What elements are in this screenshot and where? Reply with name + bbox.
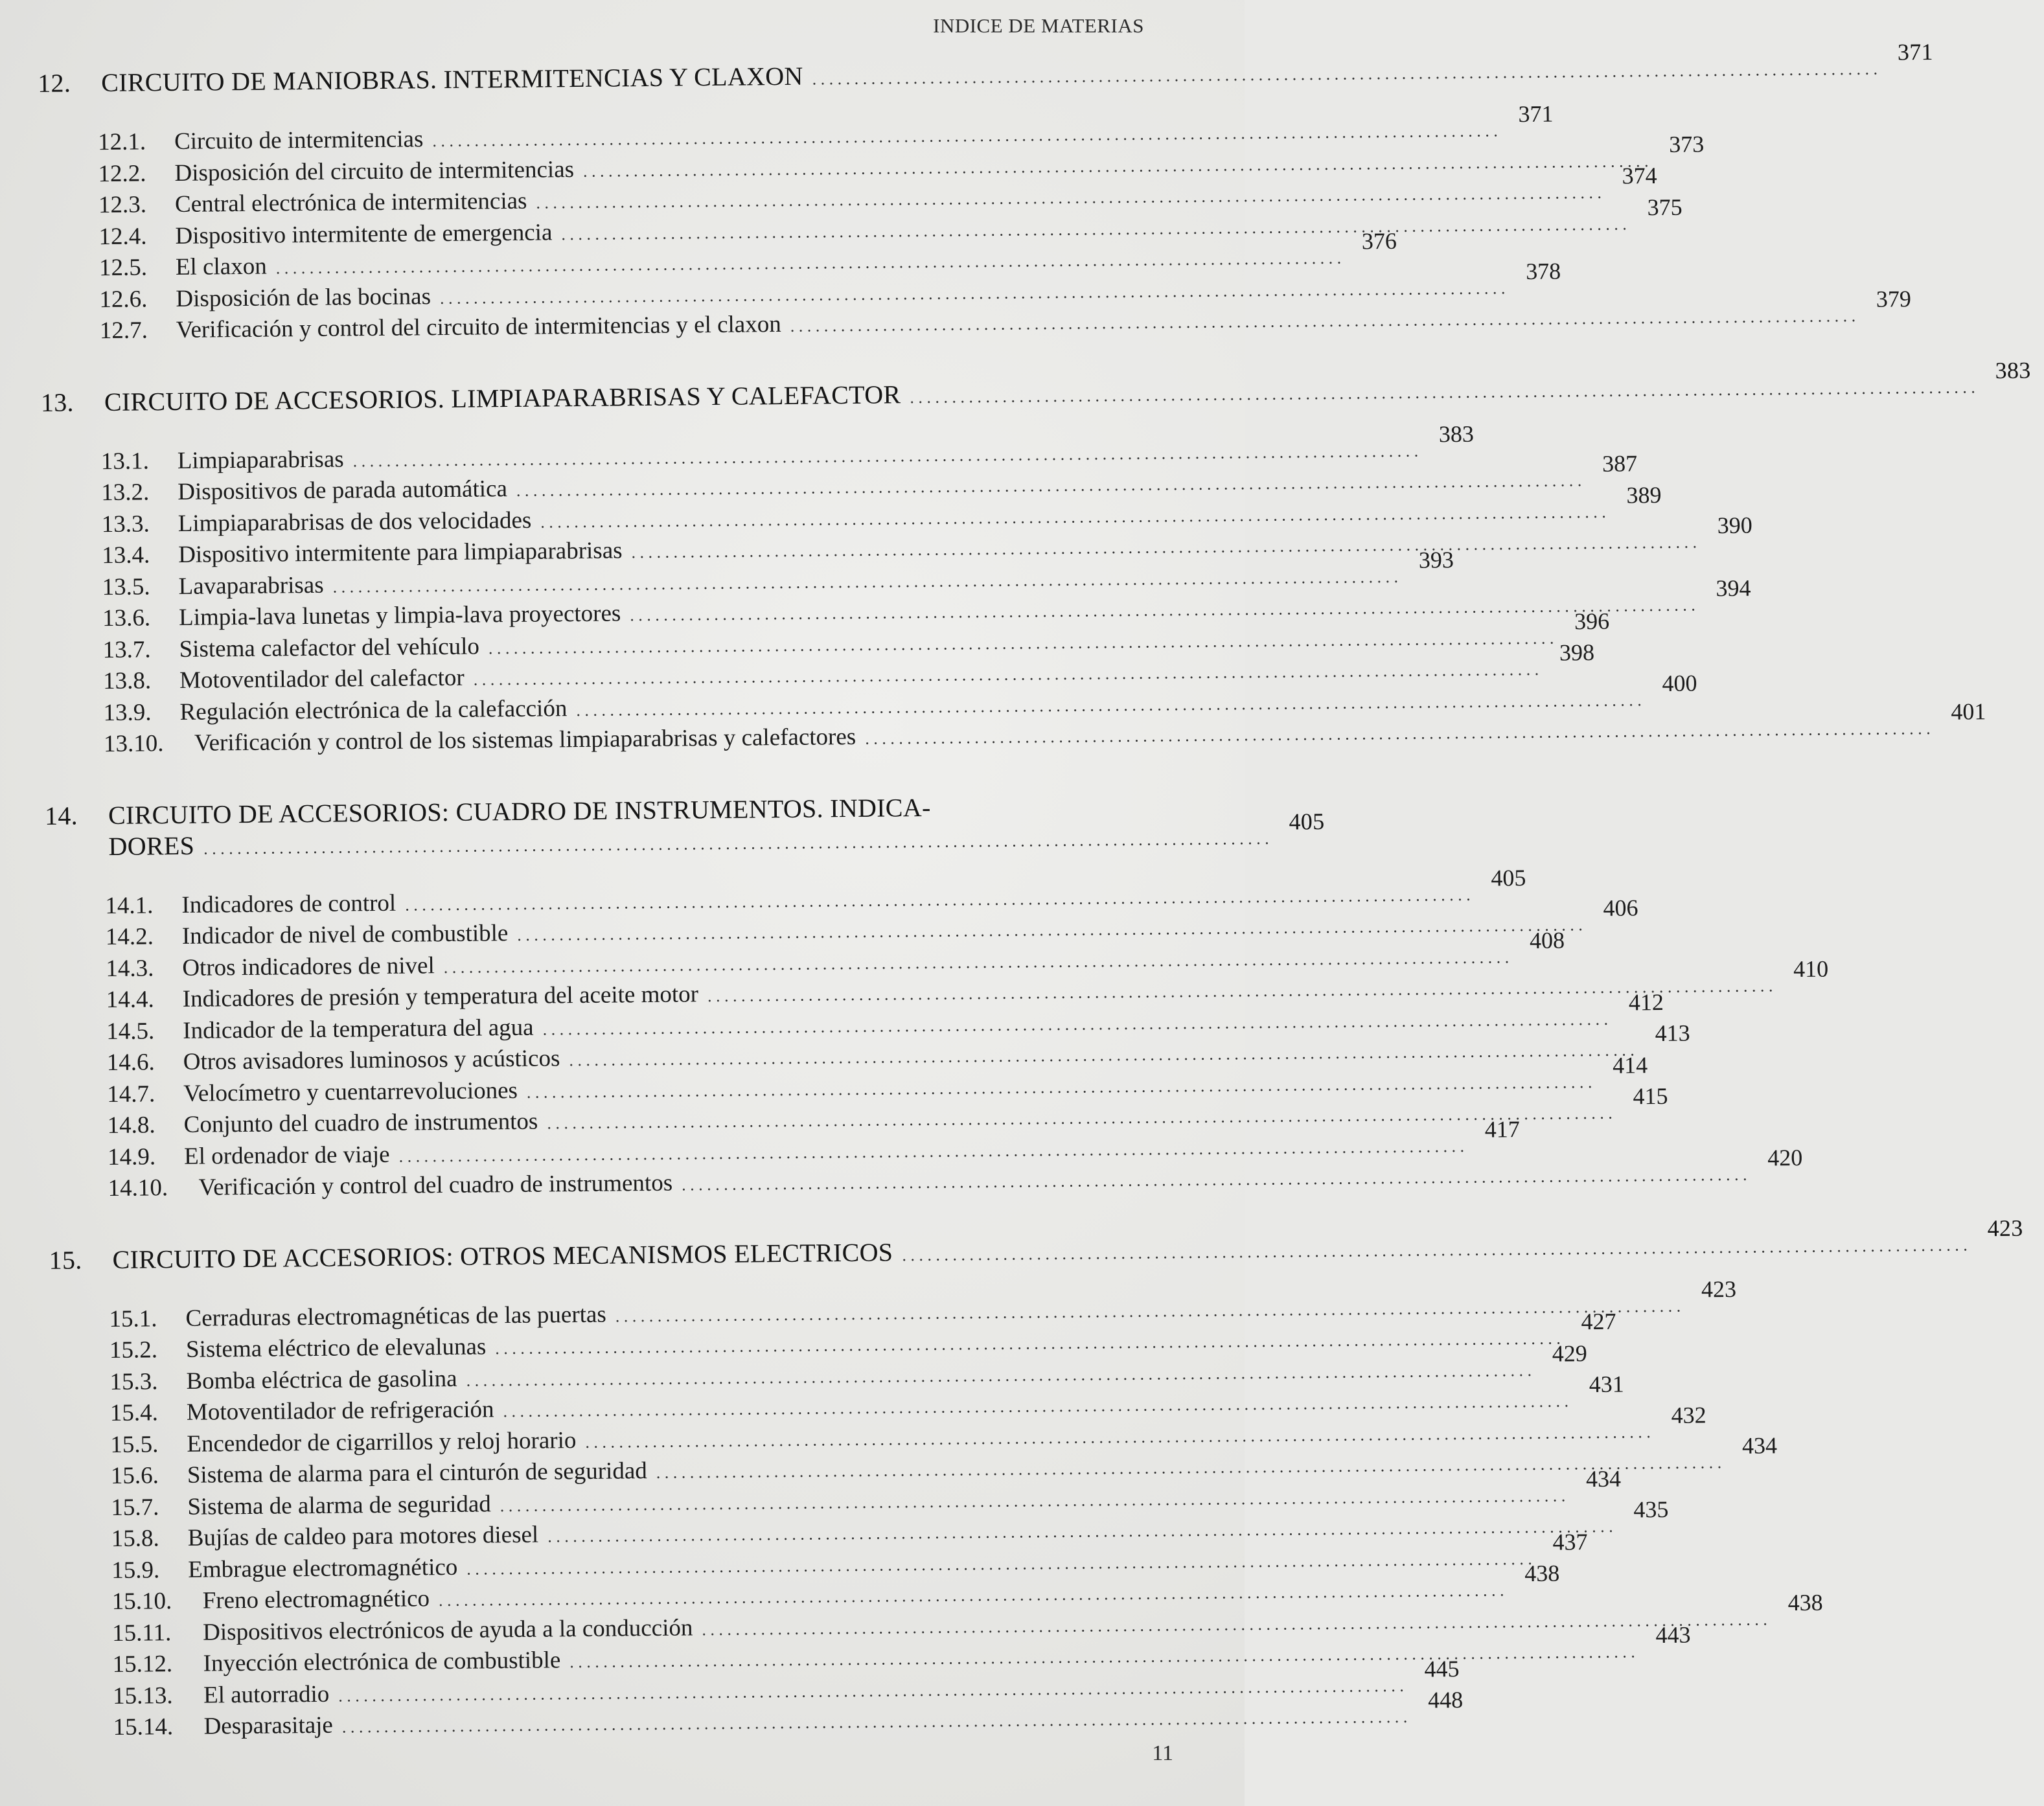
entry-number: 14.10. <box>108 1174 168 1202</box>
entry-page: 393 <box>1418 546 1454 573</box>
entry-page: 387 <box>1602 450 1638 477</box>
entry-page: 394 <box>1716 575 1751 602</box>
entry-title: Disposición del circuito de intermitencias <box>174 155 575 187</box>
chapter-page: 405 <box>1289 808 1325 835</box>
entry-title: Sistema de alarma para el cinturón de seguridad <box>187 1457 647 1489</box>
entry-page: 427 <box>1581 1308 1616 1335</box>
entry-title: El ordenador de viaje <box>183 1141 390 1170</box>
chapter-number: 14. <box>44 800 78 830</box>
chapter-number: 15. <box>49 1244 82 1275</box>
section-list <box>45 864 1829 1206</box>
entry-number: 15.12. <box>112 1651 173 1678</box>
page-number: 11 <box>1152 1741 1173 1765</box>
entry-title: Motoventilador de refrigeración <box>186 1396 494 1426</box>
entry-title: Dispositivo intermitente de emergencia <box>175 218 553 249</box>
entry-page: 408 <box>1529 926 1565 954</box>
entry-number: 14.1. <box>105 891 154 919</box>
entry-page: 443 <box>1655 1621 1691 1649</box>
entry-page: 432 <box>1671 1401 1706 1428</box>
entry-number: 14.7. <box>107 1080 155 1108</box>
entry-title: El claxon <box>175 253 267 280</box>
entry-title: Dispositivos de parada automática <box>178 475 508 505</box>
entry-page: 415 <box>1633 1082 1668 1110</box>
entry-number: 15.14. <box>113 1713 174 1741</box>
entry-number: 13.3. <box>101 510 150 538</box>
entry-title: Indicador de la temperatura del agua <box>183 1014 534 1044</box>
entry-number: 15.3. <box>109 1367 158 1395</box>
chapter-heading[interactable] <box>38 38 1934 102</box>
section-list <box>41 420 1986 762</box>
entry-title: Dispositivos electrónicos de ayuda a la conducción <box>202 1614 693 1646</box>
entry-title: Inyección electrónica de combustible <box>203 1647 561 1677</box>
entry-number: 15.5. <box>110 1430 159 1458</box>
entry-number: 14.3. <box>106 954 154 982</box>
chapter-title: CIRCUITO DE ACCESORIOS. LIMPIAPARABRISAS Y CALEFACTOR <box>104 379 901 417</box>
entry-title: Bujías de caldeo para motores diesel <box>187 1521 539 1551</box>
entry-number: 14.8. <box>107 1112 155 1139</box>
chapter-number: 12. <box>38 68 71 98</box>
entry-title: Regulación electrónica de la calefacción <box>179 694 568 726</box>
chapter-14 <box>44 790 1829 1206</box>
entry-title: Limpiaparabrisas de dos velocidades <box>178 507 532 537</box>
chapter-heading[interactable] <box>44 790 1325 866</box>
entry-number: 13.6. <box>102 604 151 632</box>
chapter-title-row <box>112 1226 1977 1279</box>
entry-number: 15.8. <box>111 1525 159 1553</box>
entry-title: Limpiaparabrisas <box>177 445 344 474</box>
entry-page: 412 <box>1628 989 1664 1015</box>
entry-page: 414 <box>1612 1051 1648 1079</box>
entry-title: Freno electromagnético <box>202 1585 430 1614</box>
chapter-title-row <box>108 788 1278 865</box>
entry-page: 396 <box>1574 608 1610 634</box>
entry-title: Sistema eléctrico de elevalunas <box>185 1333 487 1363</box>
entry-title: Verificación y control del cuadro de instrumentos <box>198 1169 673 1201</box>
entry-number: 14.5. <box>106 1017 155 1045</box>
chapter-page: 383 <box>1995 356 2031 383</box>
entry-title: Encendedor de cigarrillos y reloj horario <box>187 1426 577 1457</box>
entry-number: 13.2. <box>101 479 150 507</box>
entry-number: 15.11. <box>112 1619 172 1647</box>
entry-number: 13.9. <box>103 698 152 726</box>
entry-number: 12.4. <box>98 222 147 250</box>
entry-number: 14.9. <box>107 1143 156 1171</box>
entry-title: Sistema de alarma de seguridad <box>187 1490 492 1520</box>
entry-number: 15.7. <box>111 1493 159 1521</box>
entry-page: 389 <box>1626 481 1662 508</box>
entry-title: Verificación y control del circuito de intermitencias y el claxon <box>176 311 781 343</box>
entry-number: 13.8. <box>102 667 152 695</box>
entry-title: Otros avisadores luminosos y acústicos <box>183 1045 560 1075</box>
entry-title: El autorradio <box>203 1680 330 1709</box>
entry-number: 12.2. <box>98 159 146 187</box>
chapter-title: CIRCUITO DE ACCESORIOS: OTROS MECANISMOS ELECTRICOS <box>112 1237 893 1274</box>
entry-number: 15.4. <box>109 1399 159 1427</box>
entry-title: Lavaparabrisas <box>178 571 324 600</box>
chapter-number: 13. <box>40 387 75 417</box>
chapter-title-row <box>101 51 1887 102</box>
entry-page: 376 <box>1361 227 1397 255</box>
chapter-heading[interactable] <box>40 356 2031 422</box>
entry-number: 15.13. <box>112 1682 173 1709</box>
chapter-heading[interactable] <box>49 1215 2023 1279</box>
entry-title: Circuito de intermitencias <box>174 126 424 155</box>
entry-title: Indicadores de control <box>181 889 396 919</box>
entry-title: Embrague electromagnético <box>188 1553 458 1583</box>
entry-title: Indicador de nivel de combustible <box>181 920 509 950</box>
entry-page: 379 <box>1876 286 1912 312</box>
entry-title: Central electrónica de intermitencias <box>174 187 527 218</box>
entry-title: Sistema calefactor del vehículo <box>179 632 480 663</box>
entry-page: 405 <box>1491 864 1526 891</box>
entry-page: 400 <box>1662 669 1697 696</box>
dot-leader <box>910 372 1975 413</box>
entry-number: 14.4. <box>106 986 155 1014</box>
entry-page: 445 <box>1424 1655 1460 1682</box>
dot-leader <box>812 54 1877 95</box>
entry-number: 13.10. <box>103 730 164 758</box>
chapter-page: 371 <box>1897 38 1934 65</box>
running-header: INDICE DE MATERIAS <box>933 14 1144 37</box>
entry-title: Conjunto del cuadro de instrumentos <box>183 1108 538 1138</box>
entry-page: 406 <box>1603 895 1638 921</box>
entry-title: Disposición de las bocinas <box>176 282 431 312</box>
entry-page: 410 <box>1793 955 1829 983</box>
dot-leader <box>902 1229 1968 1271</box>
entry-number: 12.6. <box>99 285 148 313</box>
entry-page: 431 <box>1589 1371 1624 1398</box>
entry-title: Verificación y control de los sistemas limpiaparabrisas y calefactores <box>194 723 856 757</box>
entry-title: Velocímetro y cuentarrevoluciones <box>183 1077 518 1107</box>
entry-number: 14.2. <box>105 923 154 951</box>
chapter-title: CIRCUITO DE MANIOBRAS. INTERMITENCIAS Y CLAXON <box>101 61 803 98</box>
entry-page: 420 <box>1767 1144 1803 1171</box>
entry-page: 429 <box>1552 1340 1587 1367</box>
entry-title: Motoventilador del calefactor <box>179 664 465 694</box>
entry-title: Otros indicadores de nivel <box>182 952 435 981</box>
entry-number: 12.3. <box>98 191 147 219</box>
entry-page: 371 <box>1518 100 1554 128</box>
entry-number: 13.5. <box>102 573 150 600</box>
entry-title: Limpia-lava lunetas y limpia-lava proyectores <box>178 600 621 631</box>
chapter-15 <box>49 1215 2023 1745</box>
entry-page: 398 <box>1559 639 1595 666</box>
table-of-contents <box>38 38 2031 1783</box>
entry-number: 12.5. <box>98 254 148 282</box>
entry-page: 374 <box>1622 163 1657 189</box>
entry-page: 390 <box>1717 512 1752 539</box>
entry-title: Indicadores de presión y temperatura del aceite motor <box>182 981 699 1012</box>
entry-page: 417 <box>1484 1115 1520 1143</box>
entry-title: Dispositivo intermitente para limpiaparabrisas <box>178 537 623 568</box>
entry-number: 13.4. <box>102 542 150 569</box>
entry-page: 378 <box>1526 257 1561 284</box>
entry-page: 438 <box>1524 1560 1560 1587</box>
entry-number: 12.7. <box>99 317 148 345</box>
entry-number: 15.10. <box>111 1588 172 1616</box>
dot-leader <box>203 823 1269 864</box>
entry-number: 15.9. <box>111 1556 160 1584</box>
chapter-title-row <box>104 369 1984 421</box>
entry-number: 15.1. <box>109 1305 157 1332</box>
entry-page: 435 <box>1633 1496 1669 1523</box>
entry-title: Bomba eléctrica de gasolina <box>186 1365 457 1395</box>
entry-page: 401 <box>1951 698 1986 725</box>
entry-page: 438 <box>1787 1589 1823 1616</box>
entry-page: 373 <box>1669 130 1705 157</box>
section-list <box>49 1275 1823 1745</box>
entry-page: 434 <box>1741 1432 1778 1459</box>
chapter-title-line2: DORES <box>108 830 195 861</box>
entry-page: 383 <box>1438 420 1475 447</box>
entry-page: 448 <box>1427 1686 1464 1713</box>
entry-title: Cerraduras electromagnéticas de las puertas <box>185 1301 606 1332</box>
entry-page: 423 <box>1701 1275 1737 1302</box>
entry-number: 13.1. <box>100 447 150 475</box>
chapter-page: 423 <box>1987 1215 2023 1241</box>
entry-number: 13.7. <box>102 635 151 663</box>
entry-number: 14.6. <box>106 1049 155 1077</box>
entry-page: 434 <box>1585 1465 1622 1492</box>
section-list <box>38 100 1912 348</box>
chapter-12 <box>38 38 1934 348</box>
chapter-title-line1: CIRCUITO DE ACCESORIOS: CUADRO DE INSTRUMENTOS. INDICA- <box>108 792 931 830</box>
entry-number: 12.1. <box>97 128 146 156</box>
entry-page: 437 <box>1552 1528 1588 1555</box>
entry-number: 15.2. <box>109 1336 158 1364</box>
entry-number: 15.6. <box>110 1462 159 1490</box>
chapter-13 <box>40 356 2031 762</box>
entry-title: Desparasitaje <box>203 1711 334 1740</box>
entry-page: 413 <box>1655 1020 1690 1047</box>
entry-page: 375 <box>1647 194 1682 220</box>
